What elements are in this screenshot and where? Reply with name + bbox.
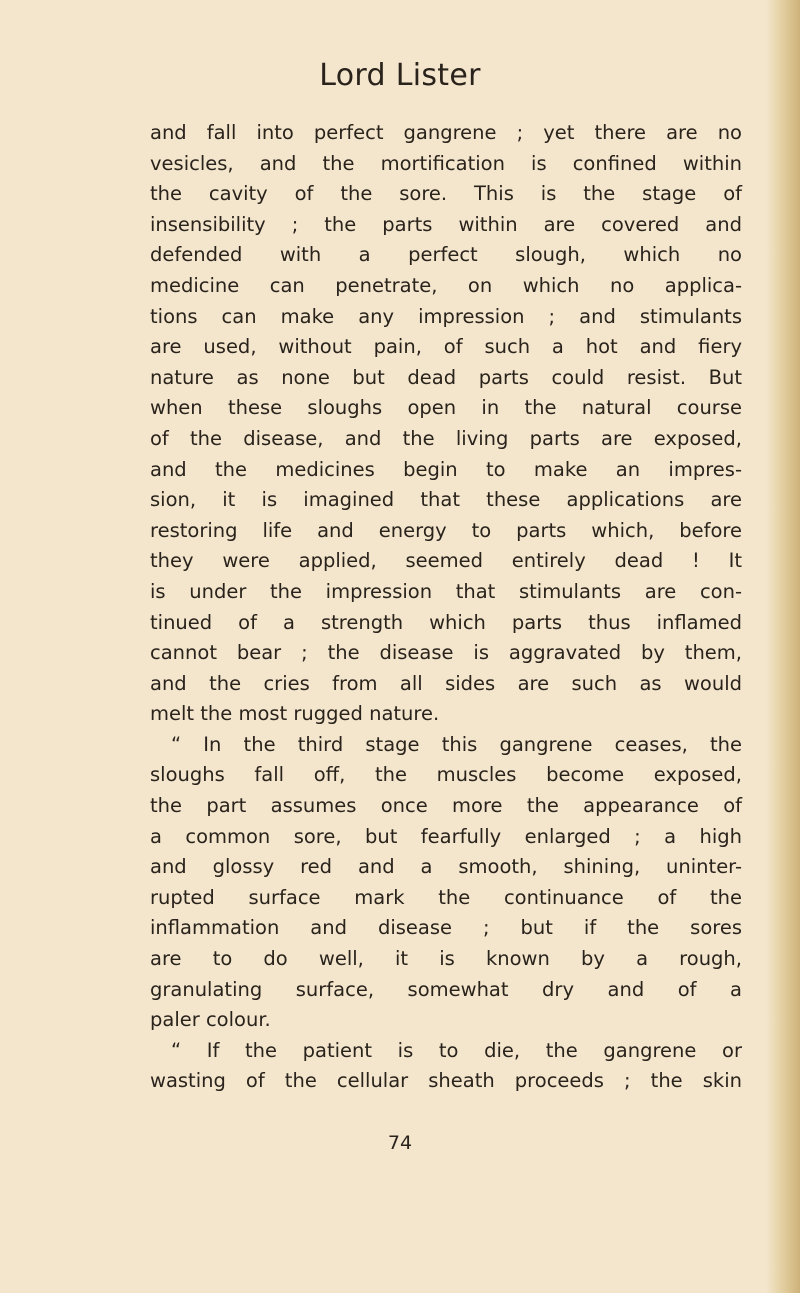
text-line: insensibility ; the parts within are covered and xyxy=(150,212,742,236)
text-line: melt the most rugged nature. xyxy=(150,702,440,726)
text-line: tinued of a strength which parts thus inflamed xyxy=(150,610,742,634)
body-text xyxy=(150,118,742,1097)
text-line: sion, it is imagined that these applications are xyxy=(150,488,742,512)
text-line: and glossy red and a smooth, shining, uninter- xyxy=(150,855,742,879)
text-line: vesicles, and the mortification is confined within xyxy=(150,151,742,175)
text-line: medicine can penetrate, on which no applica- xyxy=(150,273,742,297)
text-line: “ In the third stage this gangrene ceases, the xyxy=(171,732,742,756)
text-line: the cavity of the sore. This is the stage of xyxy=(150,182,742,206)
text-line: wasting of the cellular sheath proceeds ; the skin xyxy=(150,1069,742,1093)
text-line: inflammation and disease ; but if the sores xyxy=(150,916,742,940)
text-line: sloughs fall off, the muscles become exposed, xyxy=(150,763,742,787)
text-line: is under the impression that stimulants are con- xyxy=(150,579,742,603)
text-line: when these sloughs open in the natural course xyxy=(150,396,742,420)
text-line: of the disease, and the living parts are exposed, xyxy=(150,426,742,450)
page-edge-shadow xyxy=(766,0,800,1293)
text-line: and the cries from all sides are such as would xyxy=(150,671,742,695)
text-line: they were applied, seemed entirely dead ! It xyxy=(150,549,742,573)
text-line: nature as none but dead parts could resist. But xyxy=(150,365,742,389)
text-line: and fall into perfect gangrene ; yet there are no xyxy=(150,121,742,144)
text-line: are to do well, it is known by a rough, xyxy=(150,947,742,971)
text-line: cannot bear ; the disease is aggravated by them, xyxy=(150,641,742,665)
text-line: are used, without pain, of such a hot and fiery xyxy=(150,335,742,359)
text-line: a common sore, but fearfully enlarged ; a high xyxy=(150,824,742,848)
text-line: tions can make any impression ; and stimulants xyxy=(150,304,742,328)
text-line: and the medicines begin to make an impres- xyxy=(150,457,742,481)
text-line: restoring life and energy to parts which, before xyxy=(150,518,742,542)
page-number: 74 xyxy=(387,1132,413,1154)
running-header: Lord Lister xyxy=(319,58,481,93)
text-line: granulating surface, somewhat dry and of a xyxy=(150,977,742,1001)
text-line: “ If the patient is to die, the gangrene or xyxy=(171,1038,742,1062)
text-line: rupted surface mark the continuance of the xyxy=(150,885,742,909)
text-line: defended with a perfect slough, which no xyxy=(150,243,742,267)
text-line: the part assumes once more the appearance of xyxy=(150,794,742,818)
text-line: paler colour. xyxy=(150,1008,271,1032)
